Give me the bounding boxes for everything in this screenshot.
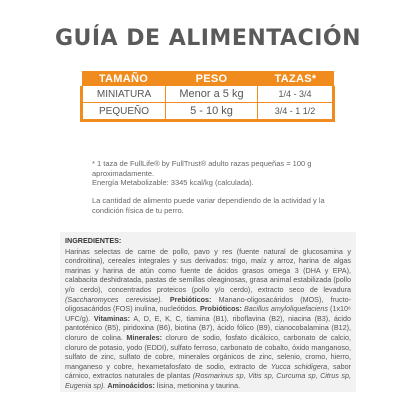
cell-cups: 3/4 - 1 1/2 — [258, 103, 334, 121]
prebiotics-label: Prebióticos: — [169, 294, 212, 304]
probiotics-species: Bacillus amyloliquefaciens — [243, 304, 328, 314]
amino-label: Aminoácidos: — [107, 380, 155, 390]
prebiotics-text: Manano-oligosacáridos (MOS), fructo-oligosacáridos (FOS) inulina, nucleótidos. — [65, 294, 351, 314]
cell-size: MINIATURA — [82, 86, 166, 103]
header-weight: PESO — [166, 71, 258, 86]
probiotics-text: (1x10⁶ UFC/g). — [65, 304, 351, 323]
yeast-species: (Saccharomyces cerevisiae). — [65, 294, 163, 304]
cup-footnote: * 1 taza de FullLife® by FullTrust® adulto razas pequeñas = 100 g aproximadamente. — [92, 159, 312, 178]
ingredients-base: Harinas selectas de carne de pollo, pavo y res (fuente natural de glucosamina y condroitina), cereales integrales y sus derivados: trigo, maíz y arroz, harina de algas marinas y harina de atún como fuente de ácidos grasos omega 3 (DHA y EPA), calabacita deshidratada, pastas de semillas oleaginosas, grasa animal estabilizada (pollo y/o cerdo), concentrados proteicos (pollo y/o cerdo), extracto seco de levadura — [65, 246, 351, 294]
minerals-label: Minerales: — [126, 332, 162, 342]
table-row — [82, 86, 334, 103]
footnote-block — [92, 159, 342, 188]
cell-size: PEQUEÑO — [82, 103, 166, 121]
yucca-species: Yucca schidigera — [270, 361, 328, 371]
minerals-text: cloruro de sodio, fosfato dicálcico, carbonato de calcio, cloruro de potasio, yodo (EDDI), sulfato ferroso, carbonato de cobalto, óxido manganoso, sulfato de zinc, sulfato de cobre, minerales orgánicos de zinc, selenio, cromo, hierro, manganeso y cobre, hexametafosfato de sodio, extracto de — [65, 332, 351, 371]
header-cups: TAZAS* — [258, 71, 334, 86]
plants-species: (Rosmarinus sp, Vitis sp, Curcuma sp, Citrus sp, Eugenia sp). — [65, 371, 351, 390]
energy-note: Energía Metabolizable: 3345 kcal/kg (calculada). — [92, 178, 254, 187]
header-size: TAMAÑO — [82, 71, 166, 86]
ingredients-panel — [60, 232, 356, 392]
disclaimer-note: La cantidad de alimento puede variar dependiendo de la actividad y la condición física de tu perro. — [92, 196, 325, 215]
vitamins-text: A, D, E, K, C, tiamina (B1), riboflavina (B2), niacina (B3), ácido pantoténico (B5), piridoxina (B6), biotina (B7), ácido fólico (B9), cianocobalamina (B12), cloruro de colina. — [65, 313, 351, 342]
cell-cups: 1/4 - 3/4 — [258, 86, 334, 103]
page-title: GUÍA DE ALIMENTACIÓN — [54, 26, 362, 51]
table-header-row — [82, 71, 334, 86]
minerals-tail: , sabor cárnico, extractos naturales de plantas — [65, 361, 351, 381]
feeding-table — [80, 71, 335, 122]
cell-weight: Menor a 5 kg — [166, 86, 258, 103]
ingredients-heading: INGREDIENTES: — [65, 236, 122, 245]
probiotics-label: Probióticos: — [199, 304, 242, 314]
table-row — [82, 103, 334, 121]
amino-text: lisina, metionina y taurina. — [156, 380, 240, 390]
vitamins-label: Vitaminas: — [93, 313, 131, 323]
cell-weight: 5 - 10 kg — [166, 103, 258, 121]
